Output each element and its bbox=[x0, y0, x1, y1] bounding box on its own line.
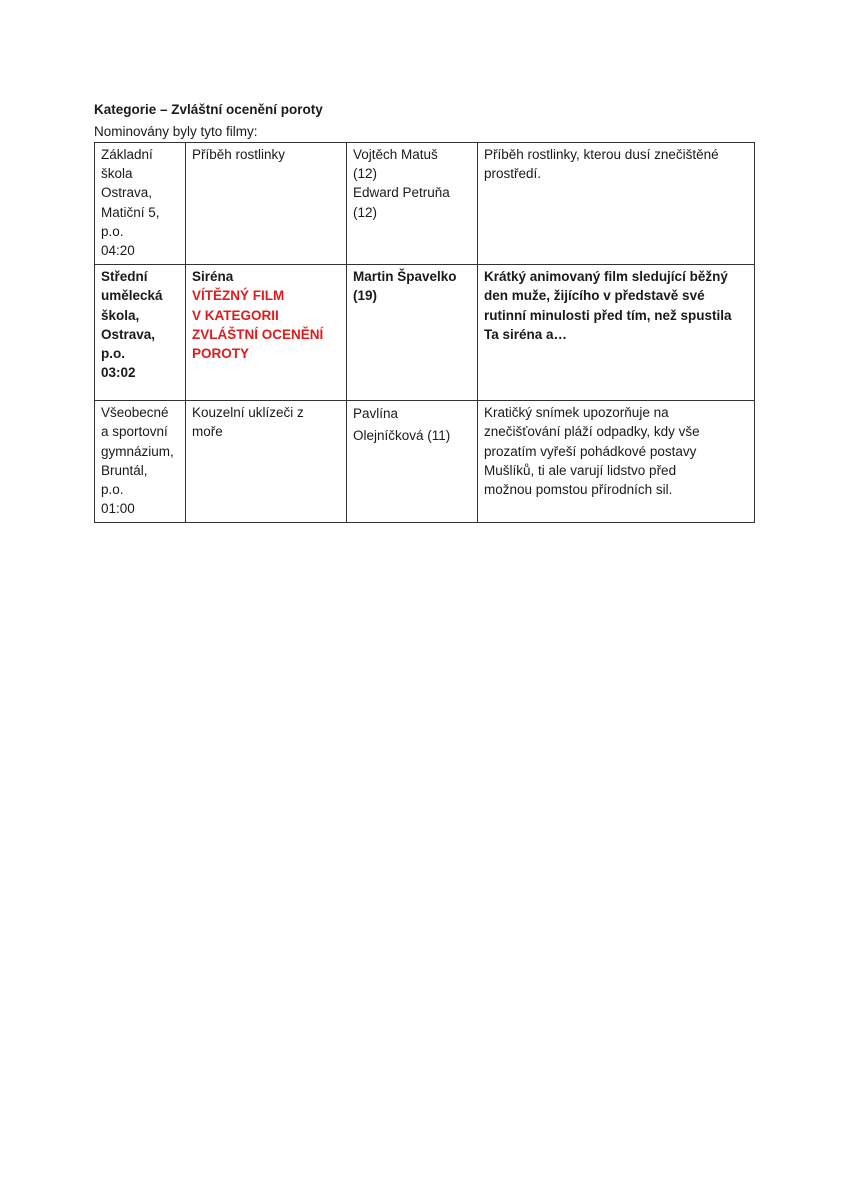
film-title-cell bbox=[186, 265, 347, 401]
document-page bbox=[94, 100, 755, 523]
film-title-cell bbox=[186, 401, 347, 523]
author-line: Pavlína bbox=[353, 406, 399, 422]
school-line: škola bbox=[101, 166, 133, 182]
school-cell bbox=[95, 265, 186, 401]
author-line: (12) bbox=[353, 204, 378, 220]
description-line: znečišťování pláží odpadky, kdy vše bbox=[484, 424, 700, 440]
school-line: Ostrava, bbox=[101, 326, 156, 342]
film-title-cell bbox=[186, 143, 347, 265]
description-cell bbox=[478, 143, 755, 265]
film-duration: 01:00 bbox=[101, 501, 135, 517]
film-title: Siréna bbox=[192, 269, 234, 285]
film-title: Příběh rostlinky bbox=[192, 147, 286, 162]
author-line: Vojtěch Matuš bbox=[353, 147, 438, 162]
school-line: škola, bbox=[101, 307, 140, 323]
winner-label: ZVLÁŠTNÍ OCENĚNÍ bbox=[192, 326, 324, 342]
author-cell bbox=[347, 143, 478, 265]
school-line: Střední bbox=[101, 269, 148, 285]
table-row-winner bbox=[95, 265, 755, 401]
description-line: prozatím vyřeší pohádkové postavy bbox=[484, 443, 697, 459]
description-line: možnou pomstou přírodních sil. bbox=[484, 482, 673, 498]
description-line: Kratičký snímek upozorňuje na bbox=[484, 405, 669, 421]
school-line: gymnázium, bbox=[101, 443, 174, 459]
film-title-line: Kouzelní uklízeči z bbox=[192, 405, 304, 421]
category-heading: Kategorie – Zvláštní ocenění poroty bbox=[94, 102, 323, 117]
author-line: (12) bbox=[353, 166, 378, 182]
author-line: Martin Špavelko bbox=[353, 269, 457, 285]
author-line: Edward Petruňa bbox=[353, 185, 450, 201]
author-line: Olejníčková (11) bbox=[353, 427, 451, 443]
table-row bbox=[95, 401, 755, 523]
school-line: Ostrava, bbox=[101, 185, 153, 201]
film-title-line: moře bbox=[192, 424, 223, 440]
school-line: Základní bbox=[101, 147, 153, 162]
description-line: den muže, žijícího v představě své bbox=[484, 288, 705, 304]
table-row bbox=[95, 143, 755, 265]
author-cell bbox=[347, 265, 478, 401]
school-line: Matiční 5, bbox=[101, 204, 160, 220]
description-cell bbox=[478, 401, 755, 523]
description-line: prostředí. bbox=[484, 166, 542, 182]
winner-label: POROTY bbox=[192, 346, 250, 362]
description-line: Ta siréna a… bbox=[484, 326, 568, 342]
description-cell bbox=[478, 265, 755, 401]
description-line: Mušlíků, ti ale varují lidstvo před bbox=[484, 462, 677, 478]
author-cell bbox=[347, 401, 478, 523]
description-line: Příběh rostlinky, kterou dusí znečištěné bbox=[484, 147, 719, 162]
school-cell bbox=[95, 401, 186, 523]
nominees-table bbox=[94, 142, 755, 523]
school-line: umělecká bbox=[101, 288, 163, 304]
winner-label: VÍTĚZNÝ FILM bbox=[192, 288, 285, 304]
description-line: rutinní minulosti před tím, než spustila bbox=[484, 307, 732, 323]
school-line: p.o. bbox=[101, 223, 124, 239]
school-line: Bruntál, bbox=[101, 462, 148, 478]
winner-label: V KATEGORII bbox=[192, 307, 279, 323]
school-cell bbox=[95, 143, 186, 265]
school-line: p.o. bbox=[101, 482, 124, 498]
nominees-intro: Nominovány byly tyto filmy: bbox=[94, 124, 258, 139]
film-duration: 03:02 bbox=[101, 365, 136, 381]
author-line: (19) bbox=[353, 288, 378, 304]
film-duration: 04:20 bbox=[101, 243, 135, 259]
school-line: Všeobecné bbox=[101, 405, 169, 421]
description-line: Krátký animovaný film sledující běžný bbox=[484, 269, 728, 285]
school-line: a sportovní bbox=[101, 424, 168, 440]
school-line: p.o. bbox=[101, 346, 125, 362]
